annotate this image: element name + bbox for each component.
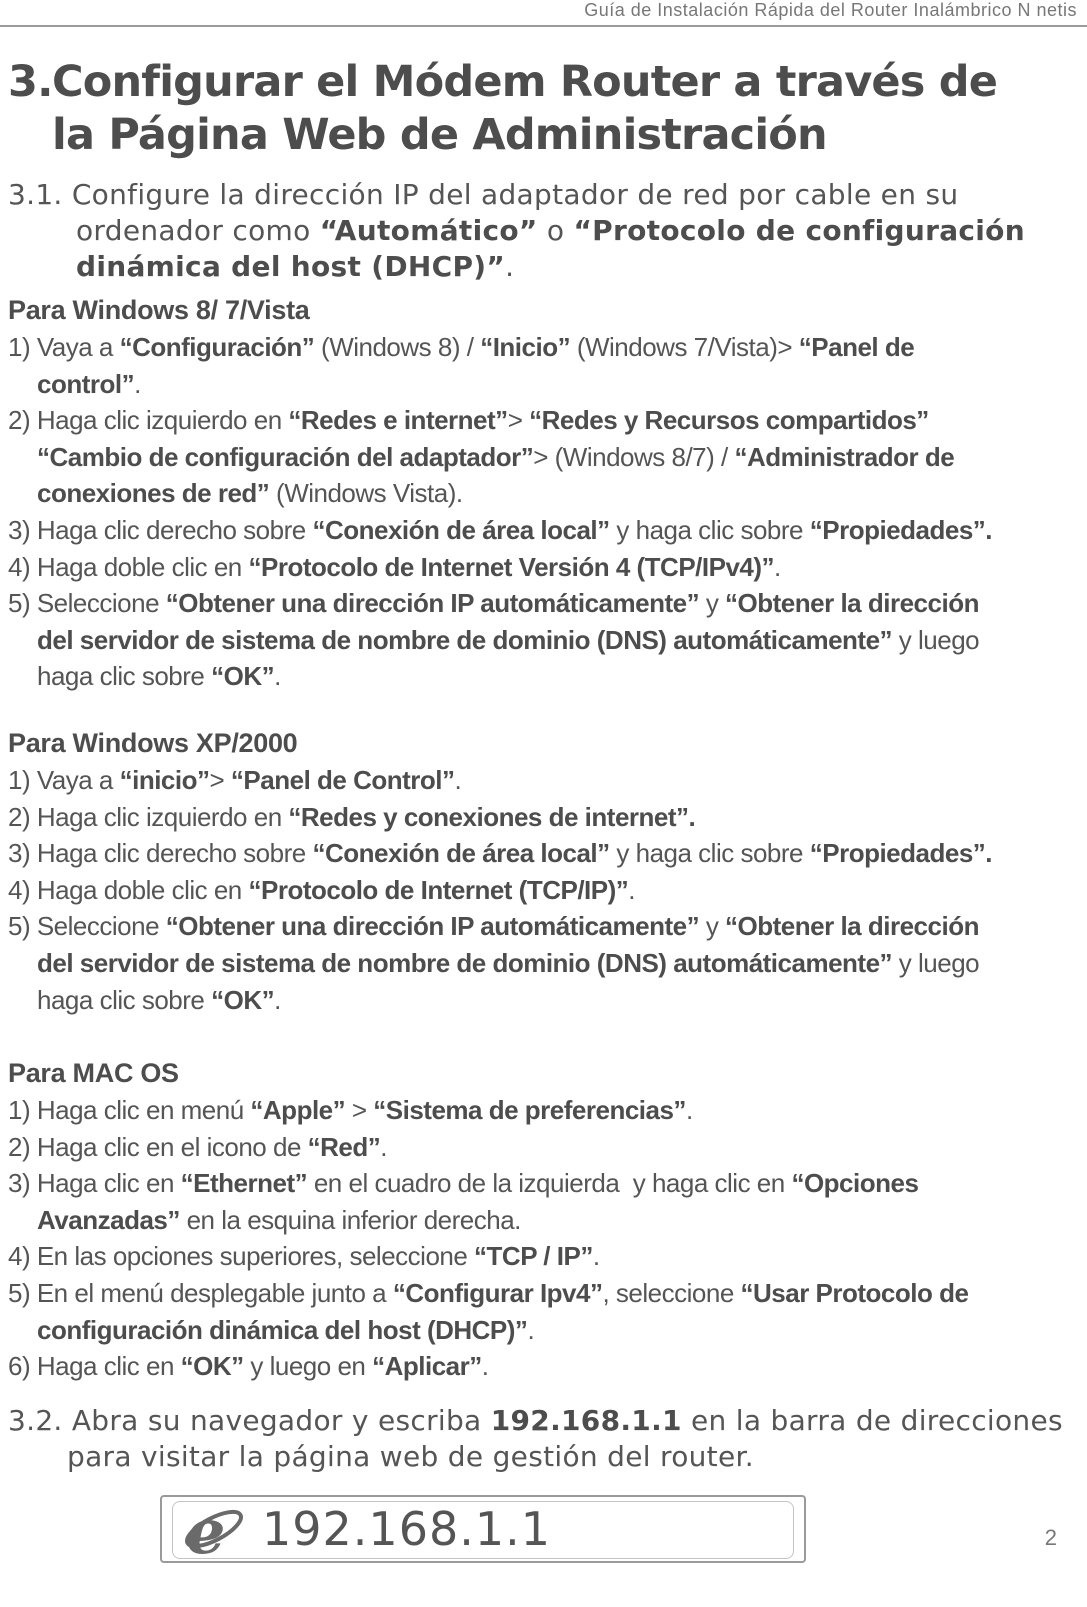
section-number: 3. [8, 57, 53, 107]
text: y haga clic sobre [609, 838, 810, 869]
text: haga clic sobre [37, 984, 212, 1015]
emphasis: dinámica del host (DHCP)” [76, 250, 506, 283]
emphasis: “Conexión de área local” [312, 838, 610, 869]
text: Haga clic en [36, 1168, 181, 1199]
emphasis: “Configurar Ipv4” [392, 1277, 603, 1308]
emphasis: “Panel de Control” [230, 765, 455, 795]
text: Haga doble clic en [36, 874, 249, 905]
running-header: Guía de Instalación Rápida del Router Inalámbrico N netis [584, 0, 1077, 20]
step-3-1-line1: 3.1. Configure la dirección IP del adaptador de red por cable en su [8, 178, 959, 211]
text: (Windows 8) / [314, 332, 481, 362]
text: En las opciones superiores, seleccione [36, 1241, 475, 1272]
item-number: 4) [8, 1241, 37, 1272]
emphasis: “Conexión de área local” [312, 514, 610, 545]
text: Haga clic derecho sobre [36, 838, 313, 869]
page-number: 2 [1044, 1525, 1057, 1550]
text: Vaya a [36, 332, 120, 362]
emphasis: “Redes y conexiones de internet”. [288, 801, 696, 832]
text: . [628, 874, 636, 905]
header-divider [0, 25, 1087, 27]
emphasis: “OK” [211, 661, 275, 692]
list-item [8, 1348, 1078, 1385]
emphasis: “inicio” [119, 765, 210, 795]
text: Haga doble clic en [36, 551, 249, 582]
step-3-1 [8, 177, 1078, 285]
step-3-1-line2 [8, 213, 1078, 249]
emphasis: “Obtener una dirección IP automáticamente” [165, 911, 700, 942]
item-number: 5) [8, 911, 37, 942]
item-number: 2) [8, 1131, 37, 1162]
list-item [8, 799, 1078, 836]
text: Haga clic en el icono de [36, 1131, 308, 1162]
emphasis: “Propiedades”. [809, 838, 993, 869]
item-number: 5) [8, 1277, 37, 1308]
windowsxp-steps [8, 762, 1078, 1018]
subsection-title-windows8: Para Windows 8/ 7/Vista [8, 295, 310, 325]
text: y luego en [243, 1351, 373, 1382]
emphasis: control” [37, 368, 135, 399]
emphasis: “Protocolo de Internet (TCP/IP)” [248, 874, 629, 905]
emphasis: “Ethernet” [180, 1168, 308, 1199]
emphasis: “Obtener la dirección [725, 911, 979, 942]
text: . [527, 1314, 535, 1345]
step-3-1-line3 [8, 249, 1078, 285]
emphasis: “Protocolo de configuración [573, 214, 1025, 247]
text: Haga clic derecho sobre [36, 514, 313, 545]
emphasis: “Red” [307, 1131, 381, 1162]
item-number: 3) [8, 838, 37, 869]
emphasis: configuración dinámica del host (DHCP)” [37, 1314, 528, 1345]
text: Haga clic en [36, 1351, 181, 1382]
list-item [8, 835, 1078, 872]
text: . [380, 1131, 387, 1162]
text: Haga clic izquierdo en [36, 405, 289, 436]
list-item [8, 1238, 1078, 1275]
item-continuation [8, 1202, 1078, 1239]
text: , seleccione [602, 1277, 741, 1308]
emphasis: “Cambio de configuración del adaptador” [37, 441, 534, 472]
text: o [537, 214, 574, 247]
text: En el menú desplegable junto a [36, 1277, 393, 1308]
text: . [774, 551, 781, 582]
text: Haga clic izquierdo en [36, 801, 289, 832]
emphasis: “Redes e internet” [288, 405, 508, 436]
emphasis: “Aplicar” [372, 1351, 482, 1382]
text: y luego [892, 947, 980, 978]
emphasis: “Automático” [319, 214, 538, 247]
step-3-2-line1 [8, 1404, 1063, 1437]
item-number: 4) [8, 551, 37, 582]
item-number: 2) [8, 801, 37, 832]
emphasis: “TCP / IP” [474, 1241, 593, 1272]
list-item [8, 872, 1078, 909]
text: > (Windows 8/7) / [533, 441, 735, 472]
emphasis: “Configuración” [119, 332, 315, 362]
list-item [8, 402, 1078, 512]
text: Vaya a [36, 765, 120, 795]
item-continuation [8, 439, 1078, 476]
item-number: 5) [8, 588, 37, 619]
item-number: 6) [8, 1351, 37, 1382]
item-number: 3) [8, 514, 37, 545]
emphasis: “Obtener la dirección [725, 588, 979, 619]
list-item [8, 762, 1078, 799]
text: . [274, 984, 281, 1015]
emphasis: “Redes y Recursos compartidos” [529, 405, 929, 436]
text: Seleccione [36, 911, 166, 942]
item-number: 3) [8, 1168, 37, 1199]
macos-steps [8, 1092, 1078, 1385]
text: 3.2. Abra su navegador y escriba [8, 1404, 491, 1437]
ip-address: 192.168.1.1 [490, 1404, 682, 1437]
emphasis: “Obtener una dirección IP automáticamente” [165, 588, 700, 619]
text: y [699, 911, 726, 942]
text: en la barra de direcciones [681, 1404, 1063, 1437]
emphasis: “Protocolo de Internet Versión 4 (TCP/IPv4)” [248, 551, 775, 582]
text: y haga clic sobre [609, 514, 810, 545]
subsection-title-windowsxp: Para Windows XP/2000 [8, 728, 298, 758]
emphasis: del servidor de sistema de nombre de dominio (DNS) automáticamente” [37, 947, 893, 978]
emphasis: conexiones de red” [37, 478, 270, 509]
list-item [8, 549, 1078, 586]
windows8-steps [8, 329, 1078, 695]
item-continuation [8, 475, 1078, 512]
text: ordenador como [76, 214, 320, 247]
list-item [8, 329, 1078, 402]
step-3-2 [8, 1403, 1078, 1475]
text: haga clic sobre [37, 661, 212, 692]
text: y luego [892, 624, 980, 655]
item-number: 1) [8, 1095, 37, 1125]
text: . [454, 765, 462, 795]
subsection-title-macos: Para MAC OS [8, 1058, 179, 1088]
internet-explorer-icon [182, 1497, 246, 1561]
svg-text:e: e [186, 1497, 226, 1561]
list-item [8, 1165, 1078, 1238]
text: . [505, 250, 515, 283]
text: (Windows 7/Vista)> [570, 332, 799, 362]
emphasis: “OK” [211, 984, 275, 1015]
text: . [134, 368, 141, 399]
list-item [8, 585, 1078, 695]
emphasis: “Apple” [250, 1095, 346, 1125]
section-title [8, 56, 997, 162]
text: > [507, 405, 530, 436]
list-item [8, 908, 1078, 1018]
emphasis: “Panel de [798, 332, 915, 362]
text: Seleccione [36, 588, 166, 619]
emphasis: “Sistema de preferencias” [373, 1095, 686, 1125]
emphasis: “Opciones [791, 1168, 919, 1199]
item-number: 1) [8, 332, 37, 362]
item-number: 2) [8, 405, 37, 436]
emphasis: “Administrador de [734, 441, 955, 472]
list-item [8, 512, 1078, 549]
address-bar-url[interactable]: 192.168.1.1 [262, 1502, 551, 1556]
text: Haga clic en menú [36, 1095, 251, 1125]
step-3-2-line2: para visitar la página web de gestión del router. [67, 1440, 754, 1473]
item-continuation [8, 1312, 1078, 1349]
emphasis: del servidor de sistema de nombre de dominio (DNS) automáticamente” [37, 624, 893, 655]
text: (Windows Vista). [269, 478, 463, 509]
text: . [274, 661, 281, 692]
list-item [8, 1275, 1078, 1348]
emphasis: “Propiedades”. [809, 514, 993, 545]
text: y [699, 588, 726, 619]
item-continuation [8, 982, 1078, 1019]
item-continuation [8, 366, 1078, 403]
text: > [345, 1095, 374, 1125]
item-number: 4) [8, 874, 37, 905]
emphasis: “Usar Protocolo de [740, 1277, 969, 1308]
text: en la esquina inferior derecha. [179, 1204, 521, 1235]
text: > [209, 765, 231, 795]
item-number: 1) [8, 765, 37, 795]
emphasis: “Inicio” [480, 332, 571, 362]
text: . [685, 1095, 693, 1125]
emphasis: Avanzadas” [37, 1204, 180, 1235]
text: . [481, 1351, 489, 1382]
emphasis: “OK” [180, 1351, 244, 1382]
text: . [592, 1241, 600, 1272]
item-continuation [8, 622, 1078, 659]
list-item [8, 1129, 1078, 1166]
item-continuation [8, 658, 1078, 695]
text: en el cuadro de la izquierda y haga clic en [307, 1168, 792, 1199]
item-continuation [8, 945, 1078, 982]
section-title-line2: la Página Web de Administración [52, 110, 827, 160]
section-title-line1: Configurar el Módem Router a través de [52, 57, 998, 107]
list-item [8, 1092, 1078, 1129]
